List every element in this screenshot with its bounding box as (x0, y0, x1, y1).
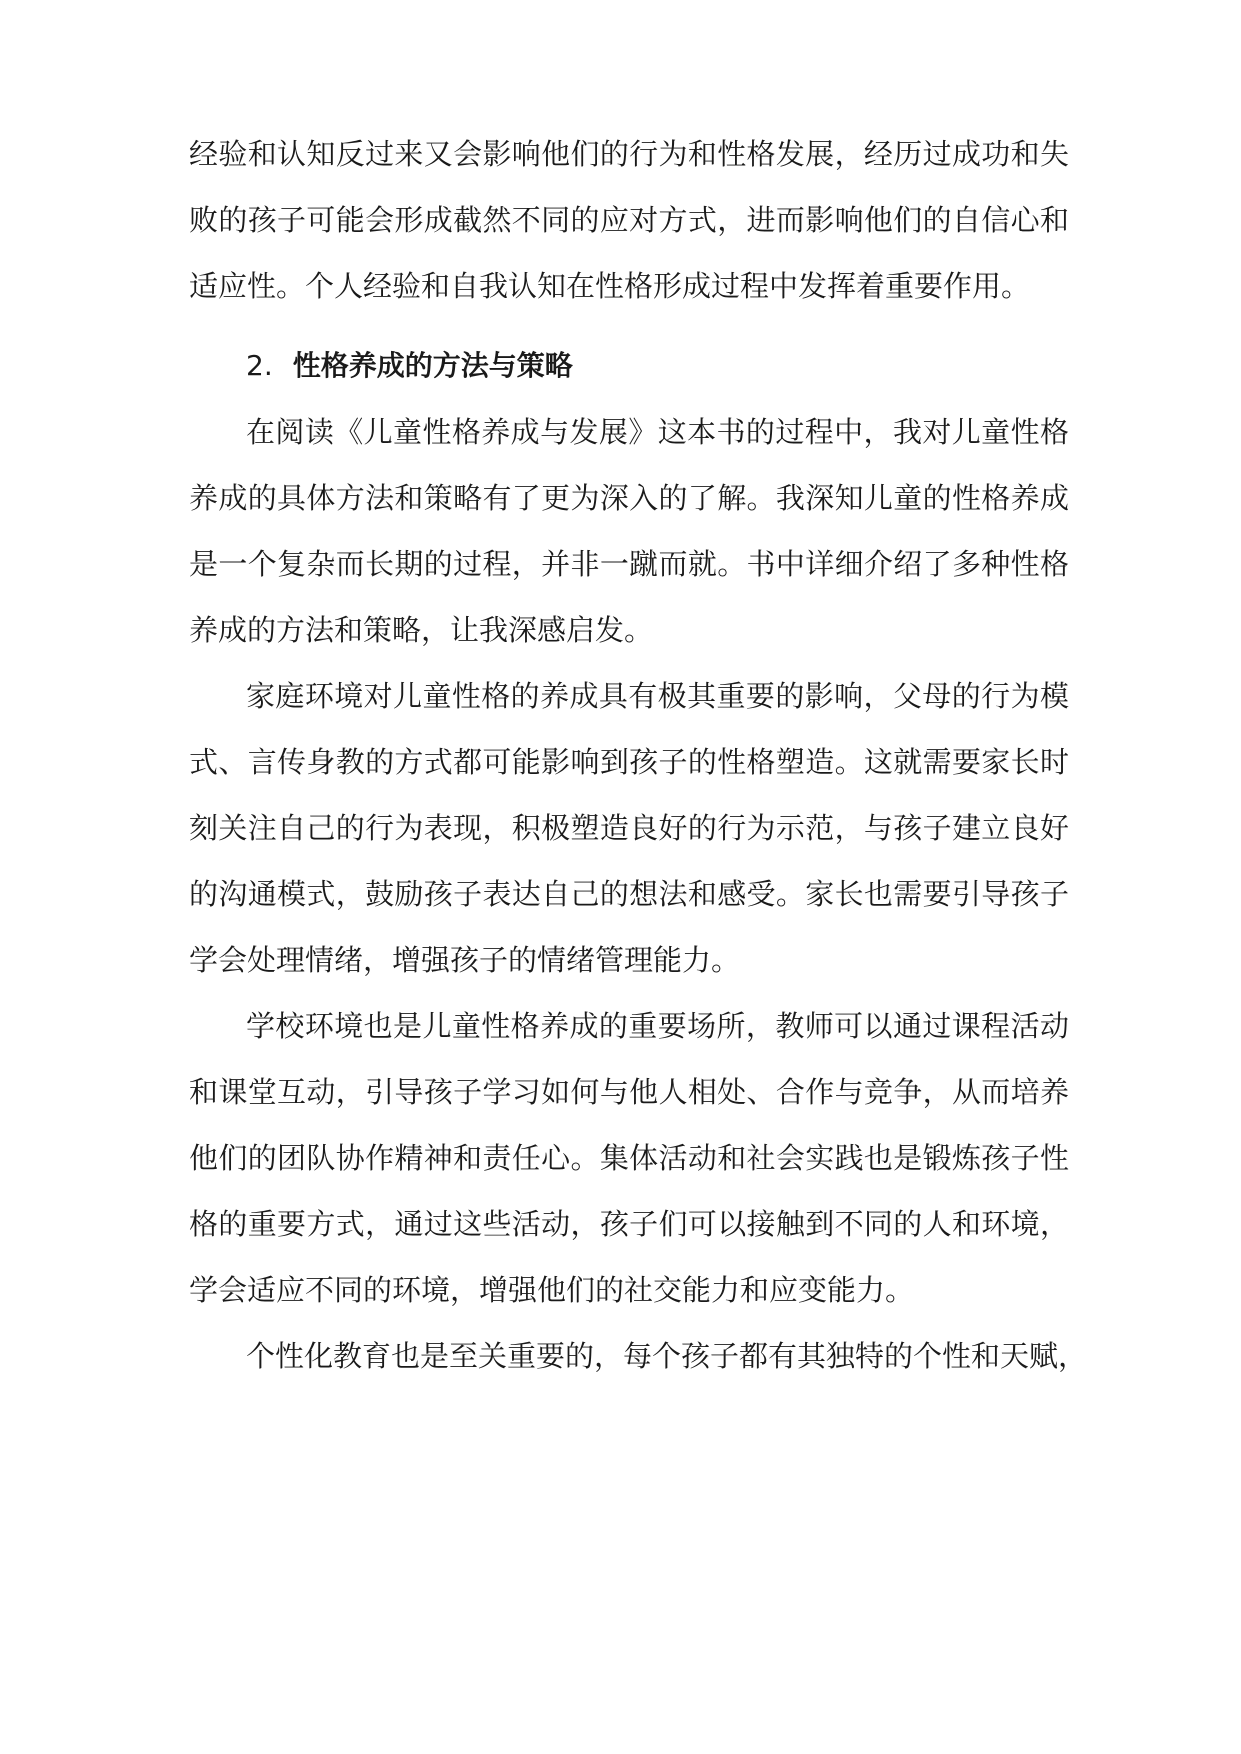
section-title: 性格养成的方法与策略 (292, 349, 573, 382)
paragraph-line: 经验和认知反过来又会影响他们的行为和性格发展，经历过成功和失 (189, 137, 1069, 171)
paragraph-line: 是一个复杂而长期的过程，并非一蹴而就。书中详细介绍了多种性格 (189, 547, 1069, 581)
paragraph-line: 个性化教育也是至关重要的，每个孩子都有其独特的个性和天赋， (246, 1339, 1088, 1373)
paragraph-line: 式、言传身教的方式都可能影响到孩子的性格塑造。这就需要家长时 (189, 745, 1069, 779)
paragraph-line: 学会处理情绪，增强孩子的情绪管理能力。 (189, 943, 741, 977)
paragraph-line: 的沟通模式，鼓励孩子表达自己的想法和感受。家长也需要引导孩子 (189, 877, 1069, 911)
paragraph-line: 养成的具体方法和策略有了更为深入的了解。我深知儿童的性格养成 (189, 481, 1069, 515)
paragraph-line: 格的重要方式，通过这些活动，孩子们可以接触到不同的人和环境， (189, 1207, 1069, 1241)
paragraph-line: 刻关注自己的行为表现，积极塑造良好的行为示范，与孩子建立良好 (189, 811, 1069, 845)
paragraph-line: 败的孩子可能会形成截然不同的应对方式，进而影响他们的自信心和 (189, 203, 1069, 237)
paragraph-line: 家庭环境对儿童性格的养成具有极其重要的影响，父母的行为模 (246, 679, 1069, 713)
paragraph-line: 他们的团队协作精神和责任心。集体活动和社会实践也是锻炼孩子性 (189, 1141, 1069, 1175)
paragraph-line: 学会适应不同的环境，增强他们的社交能力和应变能力。 (189, 1273, 915, 1307)
paragraph-line: 养成的方法和策略，让我深感启发。 (189, 613, 654, 647)
paragraph-line: 适应性。个人经验和自我认知在性格形成过程中发挥着重要作用。 (189, 269, 1031, 303)
paragraph-line: 在阅读《儿童性格养成与发展》这本书的过程中，我对儿童性格 (246, 415, 1069, 449)
section-heading (246, 346, 573, 386)
paragraph-line: 学校环境也是儿童性格养成的重要场所，教师可以通过课程活动 (246, 1009, 1069, 1043)
paragraph-line: 和课堂互动，引导孩子学习如何与他人相处、合作与竞争，从而培养 (189, 1075, 1069, 1109)
section-number: 2. (246, 349, 273, 382)
